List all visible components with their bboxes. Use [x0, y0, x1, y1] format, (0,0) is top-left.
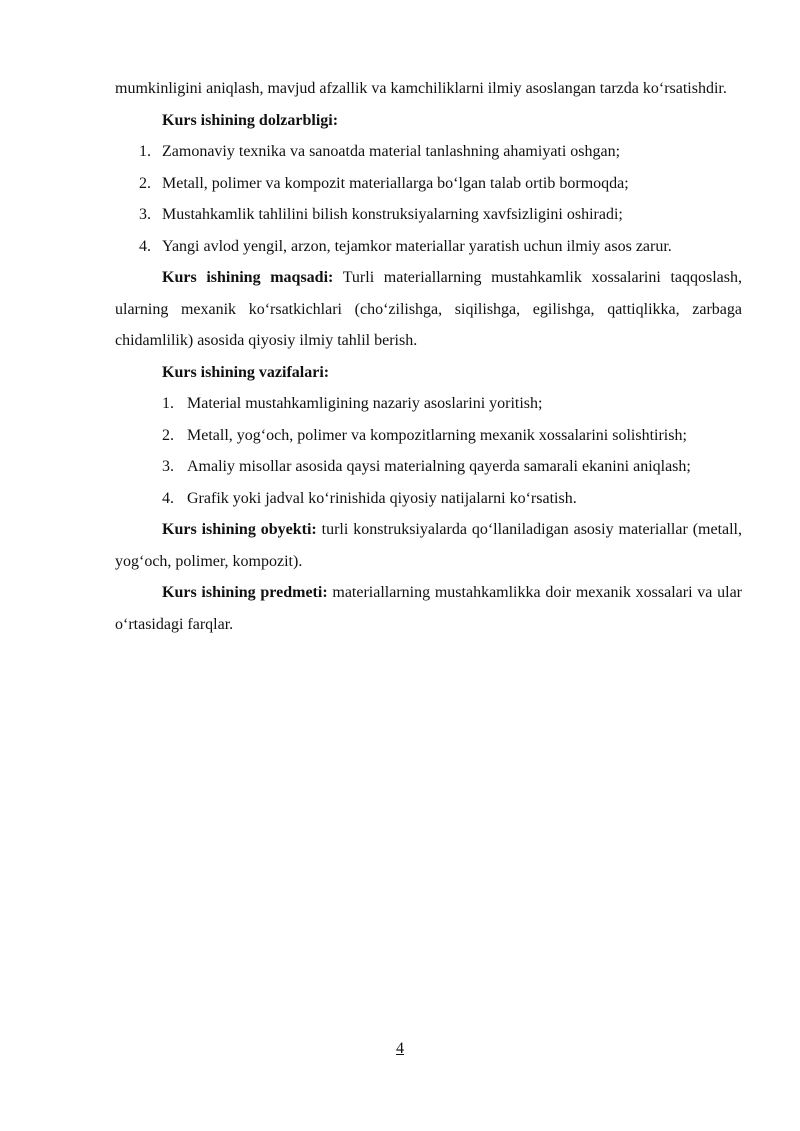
list-item: [115, 136, 742, 168]
list-item: [115, 483, 742, 515]
predmet-paragraph: [115, 577, 742, 640]
maqsad-text: Turli materiallarning mustahkamlik xossalarini taqqoslash, ularning mexanik ko‘rsatkichlari (cho‘zilishga, siqilishga, egilishga, qattiqlikka, zarbaga chidamlilik) asosida qiyosiy ilmiy tahlil berish.: [115, 269, 742, 349]
dolzarblik-heading: Kurs ishining dolzarbligi:: [162, 111, 339, 129]
list-item-number: 4.: [162, 489, 174, 507]
page-number: 4: [396, 1040, 404, 1057]
list-item: [115, 199, 742, 231]
dolzarblik-list: [115, 136, 742, 262]
list-item-number: 3.: [139, 206, 151, 223]
list-item-text: Grafik yoki jadval ko‘rinishida qiyosiy natijalarni ko‘rsatish.: [187, 489, 577, 507]
page-content: [115, 73, 742, 640]
list-item-number: 4.: [139, 237, 151, 255]
obyekt-label: Kurs ishining obyekti:: [162, 521, 317, 538]
list-item-text: Amaliy misollar asosida qaysi materialning qayerda samarali ekanini aniqlash;: [187, 458, 691, 475]
list-item-number: 2.: [162, 426, 174, 444]
list-item: [115, 168, 742, 200]
list-item-text: Metall, polimer va kompozit materiallarga bo‘lgan talab ortib bormoqda;: [162, 174, 629, 192]
list-item-text: Yangi avlod yengil, arzon, tejamkor materiallar yaratish uchun ilmiy asos zarur.: [162, 237, 672, 255]
maqsad-paragraph: [115, 262, 742, 357]
maqsad-label: Kurs ishining maqsadi:: [162, 269, 334, 286]
list-item-text: Zamonaviy texnika va sanoatda material tanlashning ahamiyati oshgan;: [162, 143, 621, 160]
list-item-text: Mustahkamlik tahlilini bilish konstruksiyalarning xavfsizligini oshiradi;: [162, 206, 623, 223]
list-item: [115, 388, 742, 420]
predmet-text: materiallarning mustahkamlikka doir mexanik xossalari va ular o‘rtasidagi farqlar.: [115, 584, 742, 633]
vazifalar-list: [115, 388, 742, 514]
list-item-number: 1.: [162, 395, 174, 412]
list-item-number: 2.: [139, 174, 151, 192]
list-item-text: Metall, yog‘och, polimer va kompozitlarning mexanik xossalarini solishtirish;: [187, 426, 687, 444]
list-item: [115, 420, 742, 452]
obyekt-paragraph: [115, 514, 742, 577]
list-item: [115, 231, 742, 263]
list-item-number: 3.: [162, 458, 174, 475]
list-item-text: Material mustahkamligining nazariy asoslarini yoritish;: [187, 395, 543, 412]
predmet-label: Kurs ishining predmeti:: [162, 584, 328, 601]
list-item: [115, 451, 742, 483]
intro-paragraph: mumkinligini aniqlash, mavjud afzallik va kamchiliklarni ilmiy asoslangan tarzda ko‘rsatishdir.: [115, 80, 727, 97]
obyekt-text: turli konstruksiyalarda qo‘llaniladigan asosiy materiallar (metall, yog‘och, polimer, kompozit).: [115, 521, 742, 570]
vazifalar-heading: Kurs ishining vazifalari:: [162, 363, 330, 381]
list-item-number: 1.: [139, 143, 151, 160]
